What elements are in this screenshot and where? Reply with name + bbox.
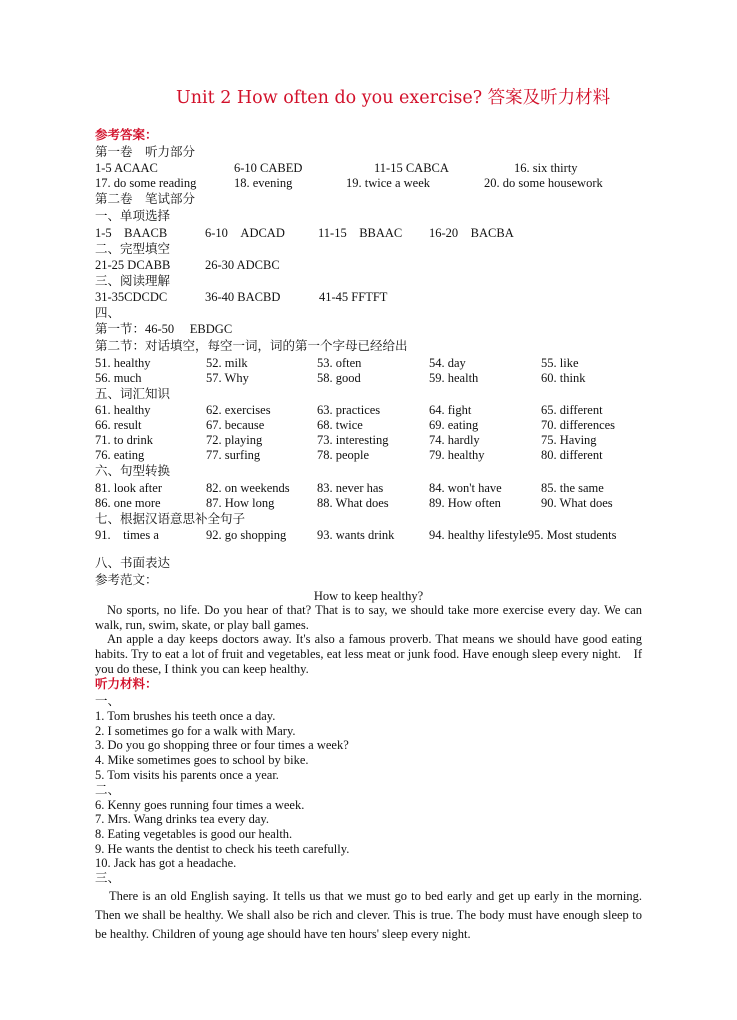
answer-cell: 72. playing [206,433,263,447]
script-line: 5. Tom visits his parents once a year. [95,768,279,782]
answer-cell: 56. much [95,371,142,385]
answer-cell: 53. often [317,356,362,370]
section-subheading: 第一节：46-50 EBDGC [95,322,233,336]
answer-cell: 83. never has [317,481,384,495]
section-heading: 八、书面表达 [95,556,171,570]
answer-cell: 11-15 BBAAC [318,226,403,240]
answer-cell: 58. good [317,371,361,385]
section-heading: 一、单项选择 [95,209,171,223]
section-subheading: 第二节：对话填空，每空一词，词的第一个字母已经给出 [95,339,408,353]
answer-cell: 36-40 BACBD [205,290,281,304]
answer-cell: 84. won't have [429,481,502,495]
answer-cell: 59. health [429,371,479,385]
answer-cell: 18. evening [234,176,293,190]
answer-cell: 77. surfing [206,448,261,462]
answer-cell: 57. Why [206,371,249,385]
answer-cell: 71. to drink [95,433,153,447]
answer-cell: 90. What does [541,496,613,510]
script-line: 7. Mrs. Wang drinks tea every day. [95,812,269,826]
answer-cell: 74. hardly [429,433,480,447]
essay-paragraph: An apple a day keeps doctors away. It's also a famous proverb. That means we should have good eating habits. Try to eat a lot of fruit and vegetables, eat less meat or junk food. Have enough sleep every night. If you do these, I think you can keep healthy. [95,632,642,676]
section-heading: 二、 [95,783,121,797]
answer-cell: 79. healthy [429,448,485,462]
section-heading: 四、 [95,306,121,320]
answer-cell: 41-45 FFTFT [319,290,388,304]
answer-cell: 61. healthy [95,403,151,417]
section-heading: 三、阅读理解 [95,274,171,288]
answer-cell: 81. look after [95,481,162,495]
answer-cell: 21-25 DCABB [95,258,171,272]
answer-cell: 19. twice a week [346,176,430,190]
answer-cell: 86. one more [95,496,161,510]
answer-cell: 52. milk [206,356,248,370]
answer-cell: 92. go shopping [206,528,287,542]
answer-cell: 60. think [541,371,586,385]
answer-cell: 85. the same [541,481,604,495]
part1-heading: 第一卷 听力部分 [95,145,196,159]
script-line: 6. Kenny goes running four times a week. [95,798,305,812]
section-heading: 七、根据汉语意思补全句子 [95,512,246,526]
script-line: 4. Mike sometimes goes to school by bike. [95,753,309,767]
listening-material-heading: 听力材料： [95,677,158,691]
script-line: 10. Jack has got a headache. [95,856,237,870]
answer-cell: 64. fight [429,403,472,417]
answer-cell: 87. How long [206,496,275,510]
answer-cell: 16. six thirty [514,161,578,175]
answer-cell: 82. on weekends [206,481,290,495]
answer-cell: 26-30 ADCBC [205,258,280,272]
section-heading: 一、 [95,694,121,708]
essay-paragraph: No sports, no life. Do you hear of that? That is to say, we should take more exercise every day. We can walk, run, swim, skate, or play ball games. [95,603,642,632]
answer-cell: 88. What does [317,496,389,510]
script-line: 1. Tom brushes his teeth once a day. [95,709,276,723]
answer-cell: 73. interesting [317,433,389,447]
script-paragraph: There is an old English saying. It tells us that we must go to bed early and get up early in the morning. Then we shall be healthy. We shall also be rich and clever. This is true. The body must have enough sleep to be healthy. Children of young age should have ten hours' sleep every night. [95,889,642,941]
answer-cell: 93. wants drink [317,528,395,542]
part2-heading: 第二卷 笔试部分 [95,192,196,206]
answers-heading: 参考答案： [95,128,158,142]
answer-cell: 75. Having [541,433,597,447]
essay-title: How to keep healthy? [313,589,424,603]
answer-cell: 16-20 BACBA [429,226,514,240]
answer-cell: 80. different [541,448,603,462]
answer-cell: 20. do some housework [484,176,603,190]
answer-cell: 1-5 ACAAC [95,161,158,175]
answer-cell: 63. practices [317,403,381,417]
answer-cell: 1-5 BAACB [95,226,168,240]
answer-cell: 51. healthy [95,356,151,370]
essay-label: 参考范文： [95,573,158,587]
answer-cell: 54. day [429,356,466,370]
answer-cell: 78. people [317,448,370,462]
section-heading: 三、 [95,871,121,885]
answer-cell: 6-10 CABED [234,161,303,175]
answer-cell: 11-15 CABCA [374,161,449,175]
answer-cell: 65. different [541,403,603,417]
answer-cell: 69. eating [429,418,479,432]
answer-cell: 91. times a [95,528,159,542]
answer-cell: 76. eating [95,448,145,462]
answer-cell: 17. do some reading [95,176,197,190]
answer-cell: 94. healthy lifestyle95. Most students [429,528,617,542]
answer-cell: 89. How often [429,496,501,510]
section-heading: 二、完型填空 [95,242,171,256]
answer-cell: 66. result [95,418,142,432]
answer-cell: 62. exercises [206,403,271,417]
section-heading: 六、句型转换 [95,464,171,478]
script-line: 8. Eating vegetables is good our health. [95,827,293,841]
answer-cell: 6-10 ADCAD [205,226,285,240]
section-heading: 五、词汇知识 [95,387,171,401]
answer-cell: 55. like [541,356,579,370]
answer-cell: 31-35CDCDC [95,290,168,304]
script-line: 9. He wants the dentist to check his teeth carefully. [95,842,350,856]
script-line: 2. I sometimes go for a walk with Mary. [95,724,296,738]
script-line: 3. Do you go shopping three or four times a week? [95,738,349,752]
answer-cell: 70. differences [541,418,616,432]
answer-cell: 68. twice [317,418,363,432]
answer-cell: 67. because [206,418,265,432]
document-title: Unit 2 How often do you exercise? 答案及听力材料 [176,88,611,108]
